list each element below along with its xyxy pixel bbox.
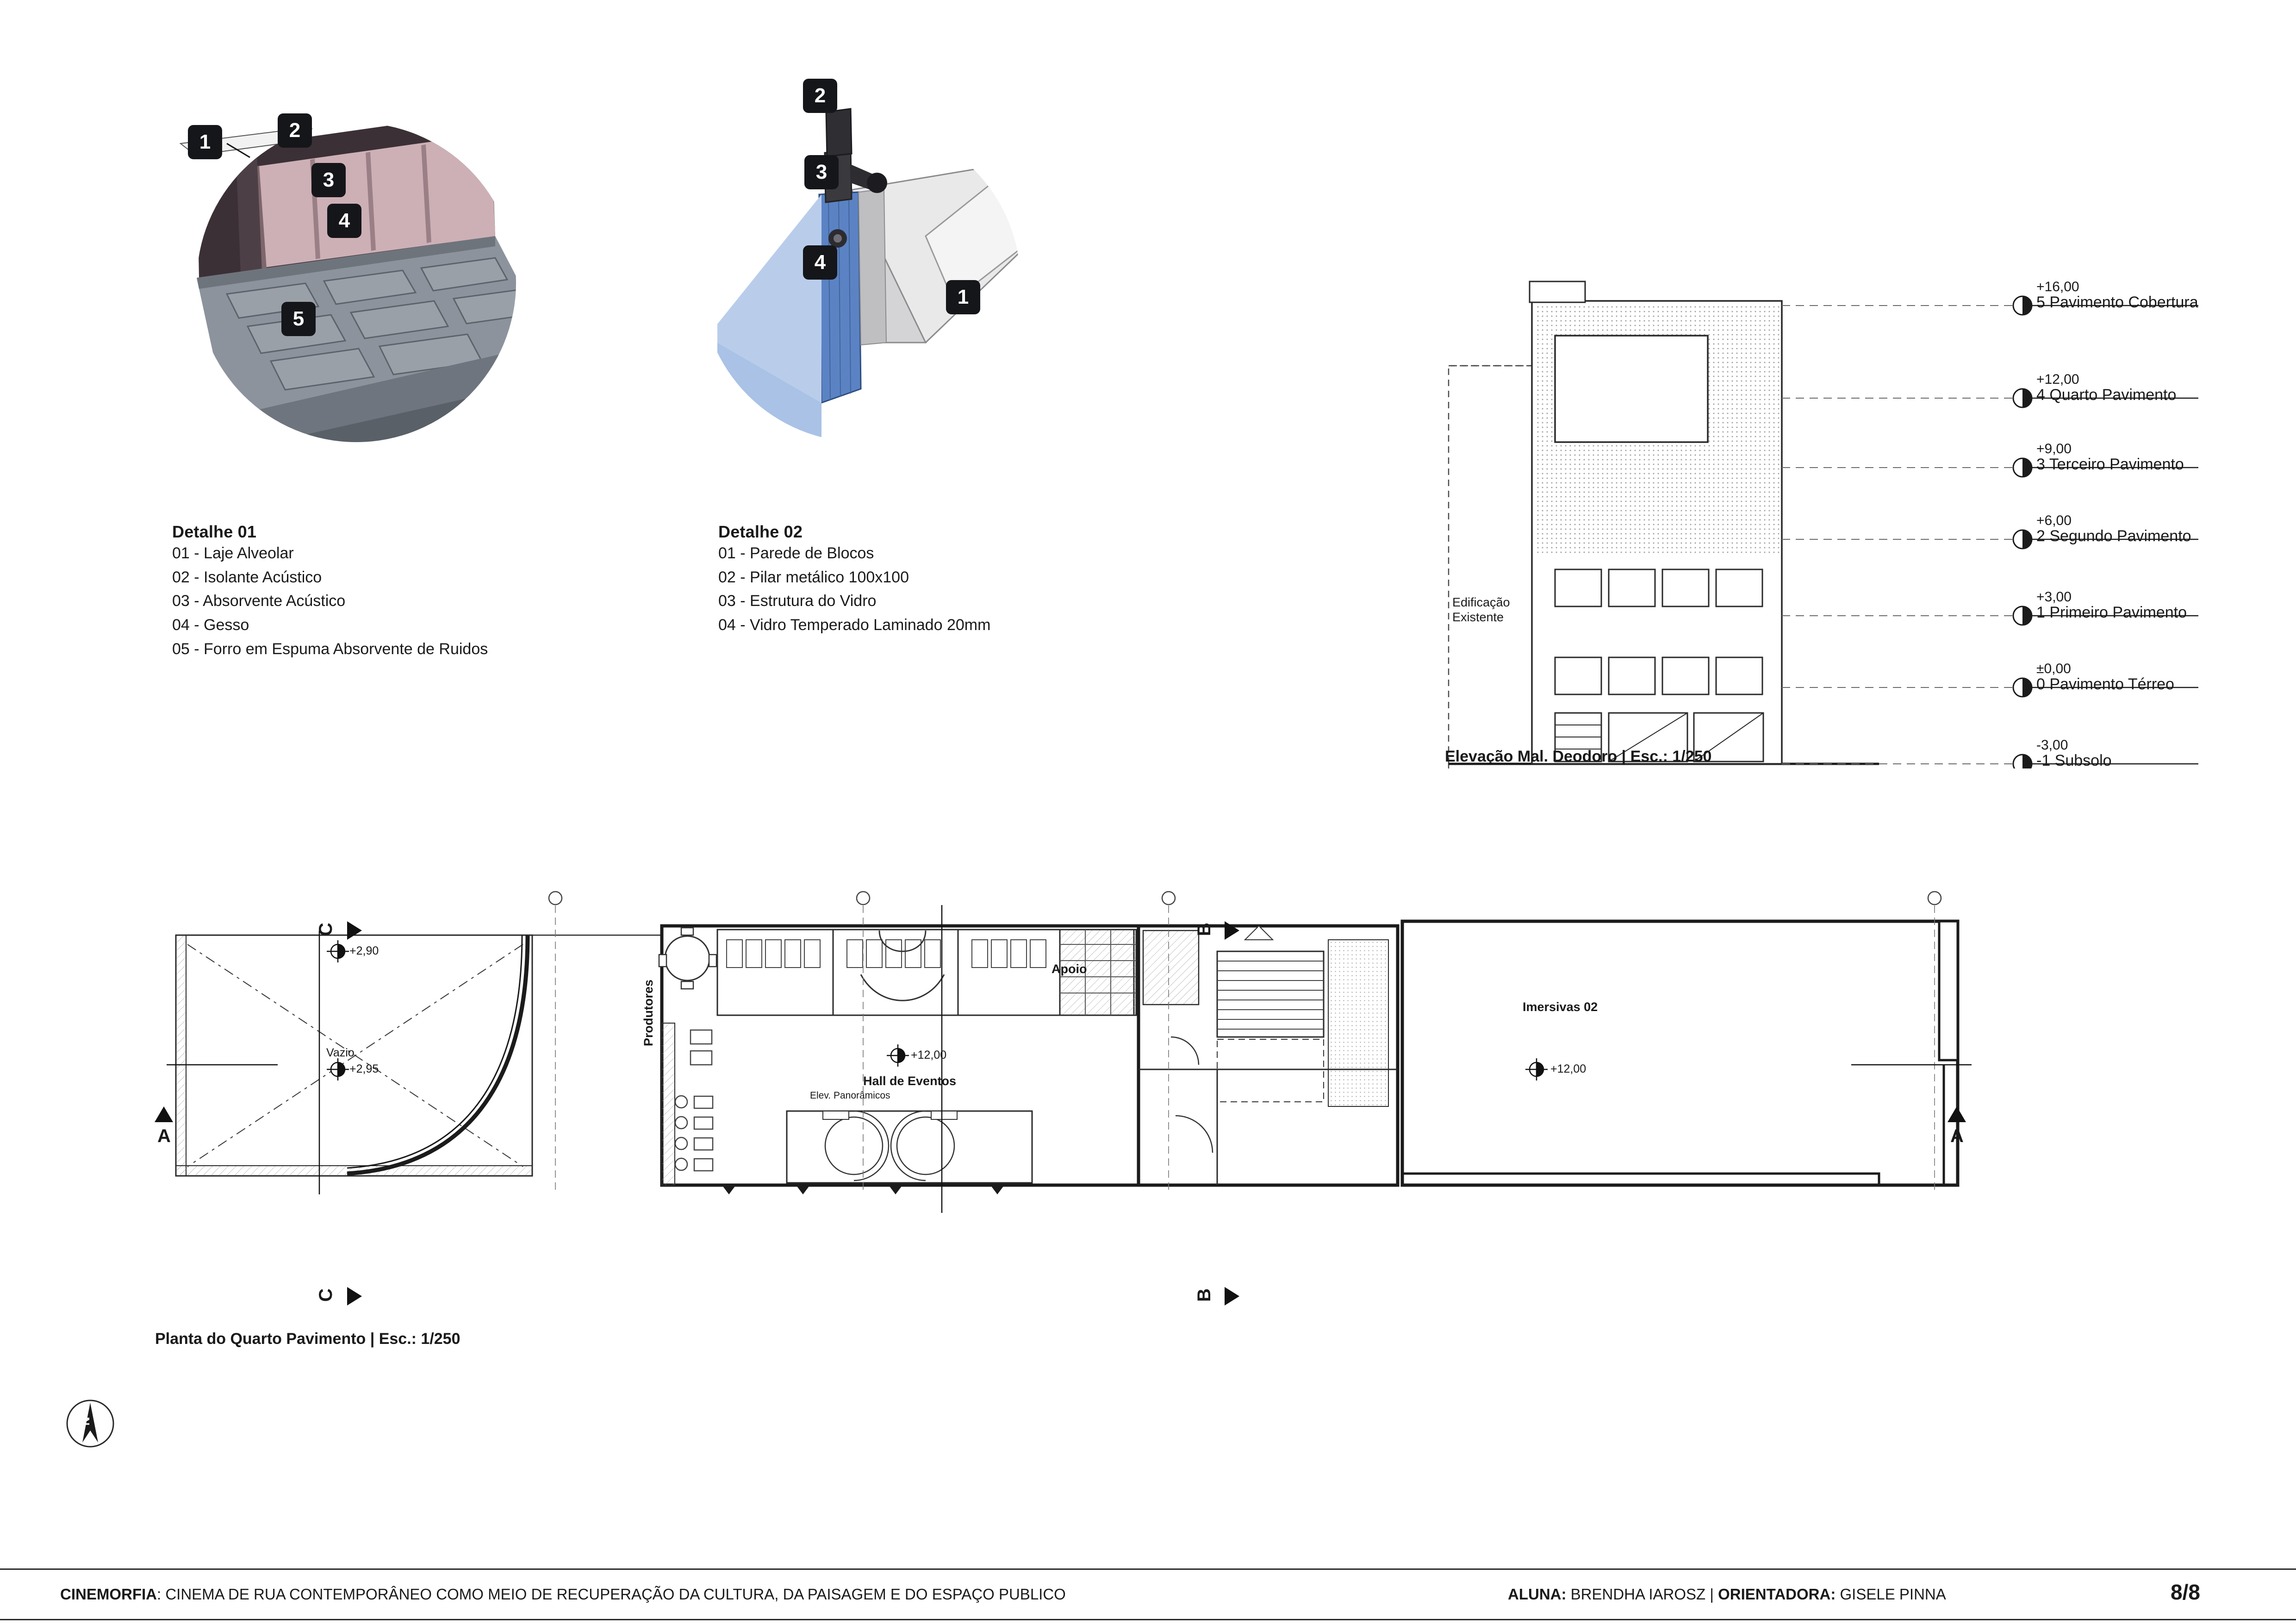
level-1-name: 1 Primeiro Pavimento xyxy=(2036,603,2187,621)
level-minus-1-height: -3,00 xyxy=(2036,737,2068,753)
detail-02-item-3: 03 - Estrutura do Vidro xyxy=(718,592,877,610)
section-mark-c-top xyxy=(315,919,336,940)
detail-02-illustration xyxy=(666,83,1069,463)
detail-01-figure xyxy=(171,83,551,463)
level-3-height: +9,00 xyxy=(2036,441,2072,456)
detail-02-legend xyxy=(718,522,1251,637)
detail-02-badge-2: 2 xyxy=(803,79,837,113)
level-minus-1-name: -1 Subsolo xyxy=(2036,751,2112,769)
detail-01-badge-4: 4 xyxy=(327,204,361,238)
svg-text:N: N xyxy=(78,1417,92,1426)
footer-project xyxy=(60,1586,1066,1603)
footer-advisor-name: GISELE PINNA xyxy=(1836,1586,1946,1603)
section-mark-c-bottom-letter: C xyxy=(315,1288,336,1302)
detail-01-item-4: 04 - Gesso xyxy=(172,616,249,634)
section-mark-c-bottom-arrow xyxy=(346,1286,365,1306)
detail-01-title: Detalhe 01 xyxy=(172,522,257,541)
level-4-height: +12,00 xyxy=(2036,372,2079,387)
existing-building-line-2: Existente xyxy=(1452,610,1504,625)
detail-01-item-2: 02 - Isolante Acústico xyxy=(172,568,322,586)
plan-label-apoio: Apoio xyxy=(1052,962,1087,976)
plan-caption: Planta do Quarto Pavimento | Esc.: 1/250 xyxy=(155,1330,460,1348)
level-1-height: +3,00 xyxy=(2036,589,2072,605)
plan-level-290: +2,90 xyxy=(349,944,379,957)
detail-02-badge-1: 1 xyxy=(946,280,980,314)
level-5-height: +16,00 xyxy=(2036,279,2079,294)
level-5 xyxy=(2036,280,2198,311)
footer-page-number: 8/8 xyxy=(2171,1580,2200,1604)
detail-01-badge-5: 5 xyxy=(281,302,316,336)
section-mark-a-right-arrow xyxy=(1947,1106,1967,1124)
level-5-name: 5 Pavimento Cobertura xyxy=(2036,293,2198,311)
footer-student-label: ALUNA: xyxy=(1508,1586,1567,1603)
section-mark-c-top-letter: C xyxy=(315,923,336,936)
section-mark-a-left-arrow xyxy=(154,1106,174,1124)
footer-credits xyxy=(1508,1586,1946,1603)
plan-level-hall: +12,00 xyxy=(911,1049,947,1062)
footer-advisor-label: ORIENTADORA: xyxy=(1718,1586,1836,1603)
level-3-name: 3 Terceiro Pavimento xyxy=(2036,455,2184,473)
detail-01-item-5: 05 - Forro em Espuma Absorvente de Ruidos xyxy=(172,640,488,658)
detail-01-badge-2: 2 xyxy=(278,113,312,148)
existing-building-label xyxy=(1452,595,1510,625)
detail-02-badge-3: 3 xyxy=(804,155,839,189)
plan-level-295: +2,95 xyxy=(349,1062,379,1075)
section-mark-b-bottom-letter: B xyxy=(1194,1288,1214,1302)
detail-02-item-1: 01 - Parede de Blocos xyxy=(718,544,874,562)
level-0-name: 0 Pavimento Térreo xyxy=(2036,675,2174,693)
level-minus-1 xyxy=(2036,738,2112,769)
level-2 xyxy=(2036,513,2191,544)
level-0-height: ±0,00 xyxy=(2036,661,2071,676)
section-mark-b-top-arrow xyxy=(1224,920,1242,941)
detail-02-badge-4: 4 xyxy=(803,245,837,280)
footer-project-name: CINEMORFIA xyxy=(60,1586,157,1603)
section-mark-b-bottom xyxy=(1194,1285,1214,1305)
level-2-name: 2 Segundo Pavimento xyxy=(2036,527,2191,545)
plan-label-imersivas: Imersivas 02 xyxy=(1523,1000,1598,1014)
floor-plan-drawing xyxy=(139,870,1990,1315)
existing-building-line-1: Edificação xyxy=(1452,595,1510,609)
footer-project-subtitle: : CINEMA DE RUA CONTEMPORÂNEO COMO MEIO DE RECUPERAÇÃO DA CULTURA, DA PAISAGEM E DO ESPAÇO PUBLICO xyxy=(157,1586,1066,1603)
footer-rule-bottom xyxy=(0,1619,2296,1620)
detail-02-item-4: 04 - Vidro Temperado Laminado 20mm xyxy=(718,616,991,634)
elevation-drawing xyxy=(1416,250,2249,768)
detail-01-badge-3: 3 xyxy=(311,163,346,197)
plan-level-imersivas: +12,00 xyxy=(1550,1062,1587,1075)
plan-label-produtores xyxy=(641,980,656,1046)
section-mark-c-top-arrow xyxy=(346,920,365,941)
plan-label-produtores-text: Produtores xyxy=(641,979,655,1046)
section-mark-b-top xyxy=(1194,919,1214,940)
plan-label-vazio: Vazio xyxy=(326,1046,355,1059)
north-arrow-icon xyxy=(65,1398,116,1449)
section-mark-b-bottom-arrow xyxy=(1224,1286,1242,1306)
detail-02-item-2: 02 - Pilar metálico 100x100 xyxy=(718,568,909,586)
detail-02-figure xyxy=(666,83,1069,463)
elevation-caption: Elevação Mal. Deodoro | Esc.: 1/250 xyxy=(1445,748,1712,765)
plan-label-hall: Hall de Eventos xyxy=(863,1074,957,1088)
section-mark-b-top-letter: B xyxy=(1194,923,1214,936)
detail-01-badge-1: 1 xyxy=(188,125,222,159)
level-2-height: +6,00 xyxy=(2036,513,2072,528)
footer-rule-top xyxy=(0,1568,2296,1570)
section-mark-c-bottom xyxy=(315,1285,336,1305)
section-mark-a-left: A xyxy=(157,1126,171,1146)
detail-02-title: Detalhe 02 xyxy=(718,522,803,541)
detail-01-legend xyxy=(172,522,704,661)
level-3 xyxy=(2036,442,2184,473)
detail-01-item-3: 03 - Absorvente Acústico xyxy=(172,592,346,610)
footer-student-name: BRENDHA IAROSZ | xyxy=(1566,1586,1718,1603)
level-4 xyxy=(2036,372,2176,403)
plan-label-elev-panoramicos: Elev. Panorâmicos xyxy=(810,1090,890,1101)
section-mark-a-right: A xyxy=(1950,1126,1964,1146)
detail-01-illustration xyxy=(171,83,551,463)
level-4-name: 4 Quarto Pavimento xyxy=(2036,386,2177,404)
detail-01-item-1: 01 - Laje Alveolar xyxy=(172,544,294,562)
level-1 xyxy=(2036,590,2187,621)
level-0 xyxy=(2036,662,2174,693)
floor-plan-svg xyxy=(139,870,1990,1315)
